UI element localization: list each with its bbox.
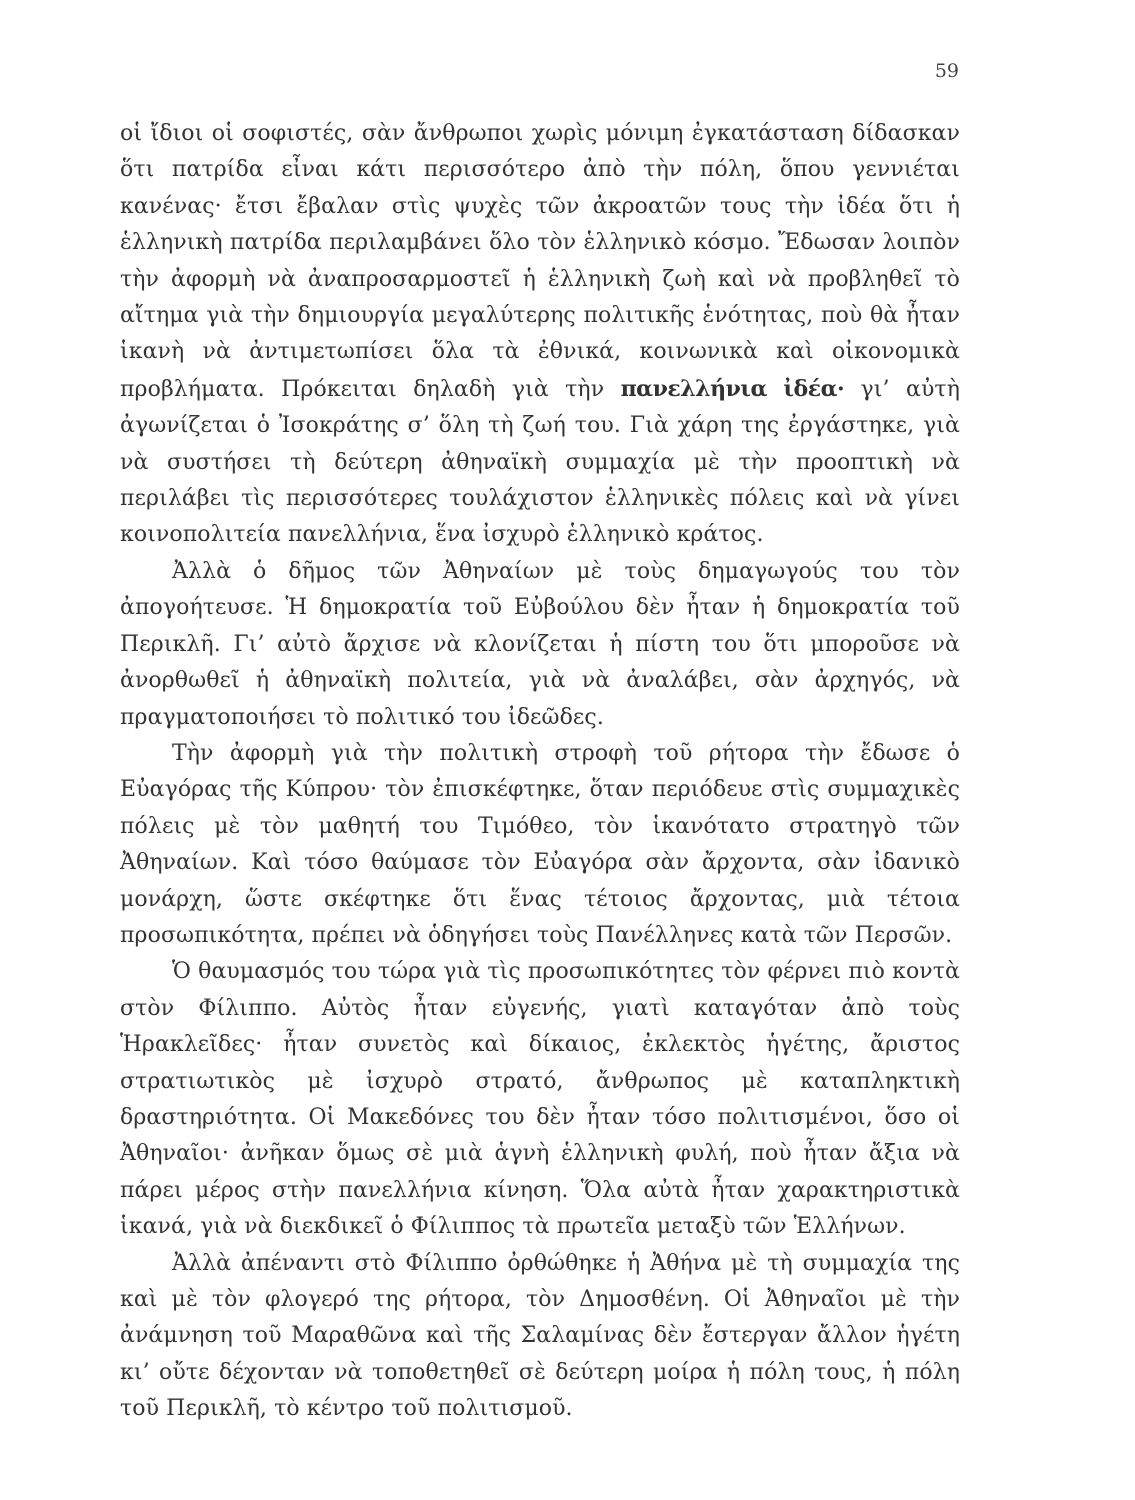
paragraph-2: Ἀλλὰ ὁ δῆμος τῶν Ἀθηναίων μὲ τοὺς δημαγωγούς του τὸν ἀπογοήτευσε. Ἡ δημοκρατία τοῦ Εὐβούλου δὲν ἦταν ἡ δημοκρατία τοῦ Περικλῆ. Γι’ αὐτὸ ἄρχισε νὰ κλονίζεται ἡ πίστη του ὅτι μποροῦσε νὰ ἀνορθωθεῖ ἡ ἀθηναϊκὴ πολιτεία, γιὰ νὰ ἀναλάβει, σὰν ἀρχηγός, νὰ πραγματοποιήσει τὸ πολιτικό του ἰδεῶδες. bbox=[120, 558, 960, 730]
paragraph-1-text-before: οἱ ἴδιοι οἱ σοφιστές, σὰν ἄνθρωποι χωρὶς μόνιμη ἐγκατάσταση δίδασκαν ὅτι πατρίδα εἶναι κάτι περισσότερο ἀπὸ τὴν πόλη, ὅπου γεννιέται κανένας· ἔτσι ἔβαλαν στὶς ψυχὲς τῶν ἀκροατῶν τους τὴν ἰδέα ὅτι ἡ ἑλληνικὴ πατρίδα περιλαμβάνει ὅλο τὸν ἑλληνικὸ κόσμο. Ἔδωσαν λοιπὸν τὴν ἀφορμὴ νὰ ἀναπροσαρμοστεῖ ἡ ἑλληνικὴ ζωὴ καὶ νὰ προβληθεῖ τὸ αἴτημα γιὰ τὴν δημιουργία μεγαλύτερης πολιτικῆς ἑνότητας, ποὺ θὰ ἦταν ἱκανὴ νὰ ἀντιμετωπίσει ὅλα τὰ ἐθνικά, κοινωνικὰ καὶ οἰκονομικὰ προβλήματα. Πρόκειται δηλαδὴ γιὰ τὴν bbox=[120, 121, 960, 402]
paragraph-1-text-after: γι’ αὐτὴ ἀγωνίζεται ὁ Ἰσοκράτης σ’ ὅλη τὴ ζωή του. Γιὰ χάρη της ἐργάστηκε, γιὰ νὰ συστήσει τὴ δεύτερη ἀθηναϊκὴ συμμαχία μὲ τὴν προοπτικὴ νὰ περιλάβει τὶς περισσότερες τουλάχιστον ἑλληνικὲς πόλεις καὶ νὰ γίνει κοινοπολιτεία πανελλήνια, ἕνα ἰσχυρὸ ἑλληνικὸ κράτος. bbox=[120, 376, 960, 548]
paragraph-5: Ἀλλὰ ἀπέναντι στὸ Φίλιππο ὀρθώθηκε ἡ Ἀθήνα μὲ τὴ συμμαχία της καὶ μὲ τὸν φλογερό της ρήτορα, τὸν Δημοσθένη. Οἱ Ἀθηναῖοι μὲ τὴν ἀνάμνηση τοῦ Μαραθῶνα καὶ τῆς Σαλαμίνας δὲν ἔστεργαν ἄλλον ἡγέτη κι’ οὔτε δέχονταν νὰ τοποθετηθεῖ σὲ δεύτερη μοίρα ἡ πόλη τους, ἡ πόλη τοῦ Περικλῆ, τὸ κέντρο τοῦ πολιτισμοῦ. bbox=[120, 1250, 960, 1422]
paragraph-3: Τὴν ἀφορμὴ γιὰ τὴν πολιτικὴ στροφὴ τοῦ ρήτορα τὴν ἔδωσε ὁ Εὐαγόρας τῆς Κύπρου· τὸν ἐπισκέφτηκε, ὅταν περιόδευε στὶς συμμαχικὲς πόλεις μὲ τὸν μαθητή του Τιμόθεο, τὸν ἱκανότατο στρατηγὸ τῶν Ἀθηναίων. Καὶ τόσο θαύμασε τὸν Εὐαγόρα σὰν ἄρχοντα, σὰν ἰδανικὸ μονάρχη, ὥστε σκέφτηκε ὅτι ἕνας τέτοιος ἄρχοντας, μιὰ τέτοια προσωπικότητα, πρέπει νὰ ὁδηγήσει τοὺς Πανέλληνες κατὰ τῶν Περσῶν. bbox=[120, 740, 960, 948]
page-number: 59 bbox=[934, 60, 959, 82]
paragraph-1 bbox=[120, 116, 960, 554]
paragraph-4: Ὁ θαυμασμός του τώρα γιὰ τὶς προσωπικότητες τὸν φέρνει πιὸ κοντὰ στὸν Φίλιππο. Αὐτὸς ἦταν εὐγενής, γιατὶ καταγόταν ἀπὸ τοὺς Ἡρακλεῖδες· ἦταν συνετὸς καὶ δίκαιος, ἐκλεκτὸς ἡγέτης, ἄριστος στρατιωτικὸς μὲ ἰσχυρὸ στρατό, ἄνθρωπος μὲ καταπληκτικὴ δραστηριότητα. Οἱ Μακεδόνες του δὲν ἦταν τόσο πολιτισμένοι, ὅσο οἱ Ἀθηναῖοι· ἀνῆκαν ὅμως σὲ μιὰ ἁγνὴ ἑλληνικὴ φυλή, ποὺ ἦταν ἄξια νὰ πάρει μέρος στὴν πανελλήνια κίνηση. Ὅλα αὐτὰ ἦταν χαρακτηριστικὰ ἱκανά, γιὰ νὰ διεκδικεῖ ὁ Φίλιππος τὰ πρωτεῖα μεταξὺ τῶν Ἑλλήνων. bbox=[120, 959, 960, 1240]
body-text bbox=[120, 116, 960, 1428]
emphasized-term: πανελλήνια ἰδέα· bbox=[620, 375, 845, 402]
